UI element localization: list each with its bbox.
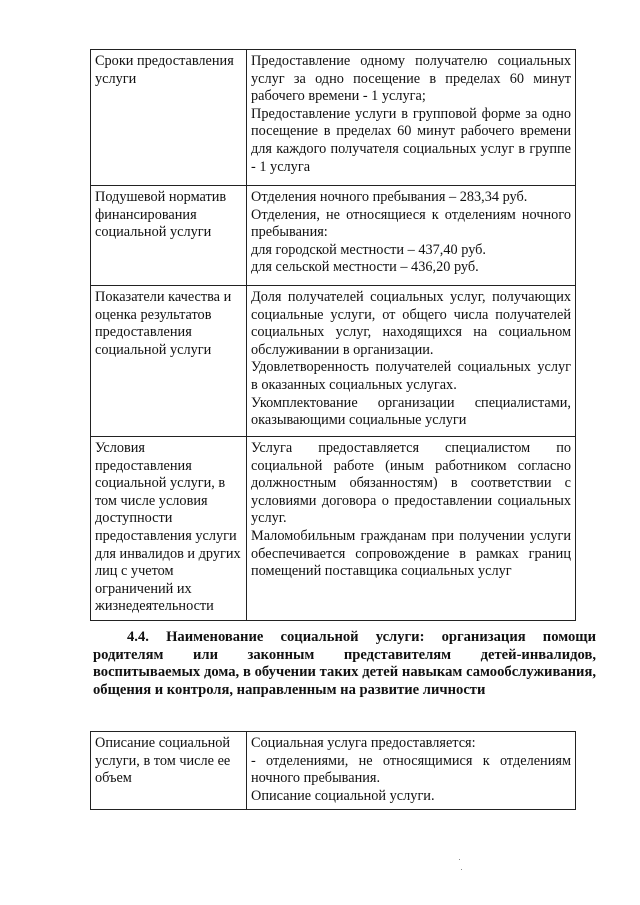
row-label: Показатели качества и оценка результатов предоставления социальной услуги [91, 286, 247, 437]
scan-speck [461, 869, 462, 870]
row-label: Сроки предоставления услуги [91, 50, 247, 186]
row-label: Условия предоставления социальной услуги, в том числе условия доступности предоставления услуги для инвалидов и других лиц с учетом ограничений их жизнедеятельности [91, 437, 247, 621]
row-label: Описание социальной услуги, в том числе ее объем [91, 732, 247, 810]
table-row [91, 50, 576, 186]
row-content [247, 437, 576, 621]
row-content [247, 186, 576, 286]
paragraph: для городской местности – 437,40 руб. [251, 241, 487, 258]
section-heading [93, 629, 596, 699]
paragraph: Услуга предоставляется специалистом по социальной работе (иным работником согласно должностным обязанностям) в соответствии с условиями договора о предоставлении социальных услуг. [251, 440, 571, 527]
paragraph: - отделениями, не относящимися к отделениям ночного пребывания. [251, 752, 571, 787]
table-row [91, 732, 576, 810]
row-content [247, 286, 576, 437]
row-content [247, 732, 576, 810]
paragraph: Маломобильным гражданам при получении услуги обеспечивается сопровождение в рамках границ помещений поставщика социальных услуг [251, 527, 571, 580]
table-row [91, 286, 576, 437]
table-row [91, 437, 576, 621]
paragraph: Отделения ночного пребывания – 283,34 руб. [251, 189, 528, 205]
paragraph: Удовлетворенность получателей социальных услуг в оказанных социальных услугах. [251, 359, 571, 393]
table-row [91, 186, 576, 286]
scan-speck [459, 859, 460, 860]
section-number: 4.4. [127, 629, 149, 645]
service-description-table [90, 731, 576, 810]
paragraph: Отделения, не относящиеся к отделениям ночного пребывания: [251, 206, 571, 241]
section-title: Наименование социальной услуги: организация помощи родителям или законным представителям детей-инвалидов, воспитываемых дома, в обучении таких детей навыкам самообслуживания, общения и контроля, направленным на развитие личности [93, 629, 596, 698]
row-content [247, 50, 576, 186]
paragraph: Предоставление услуги в групповой форме за одно посещение в пределах 60 минут рабочего времени для каждого получателя социальных услуг в группе - 1 услуга [251, 105, 571, 175]
paragraph: Предоставление одному получателю социальных услуг за одно посещение в пределах 60 минут рабочего времени - 1 услуга; [251, 53, 571, 105]
paragraph: Социальная услуга предоставляется: [251, 735, 476, 751]
paragraph: Укомплектование организации специалистами, оказывающими социальные услуги [251, 394, 571, 429]
paragraph: для сельской местности – 436,20 руб. [251, 259, 479, 276]
row-label: Подушевой норматив финансирования социальной услуги [91, 186, 247, 286]
paragraph: Доля получателей социальных услуг, получающих социальные услуги, от общего числа получателей социальных услуг, находящихся на социальном обслуживании в организации. [251, 289, 571, 358]
paragraph: Описание социальной услуги. [251, 787, 435, 804]
service-details-table [90, 49, 576, 621]
